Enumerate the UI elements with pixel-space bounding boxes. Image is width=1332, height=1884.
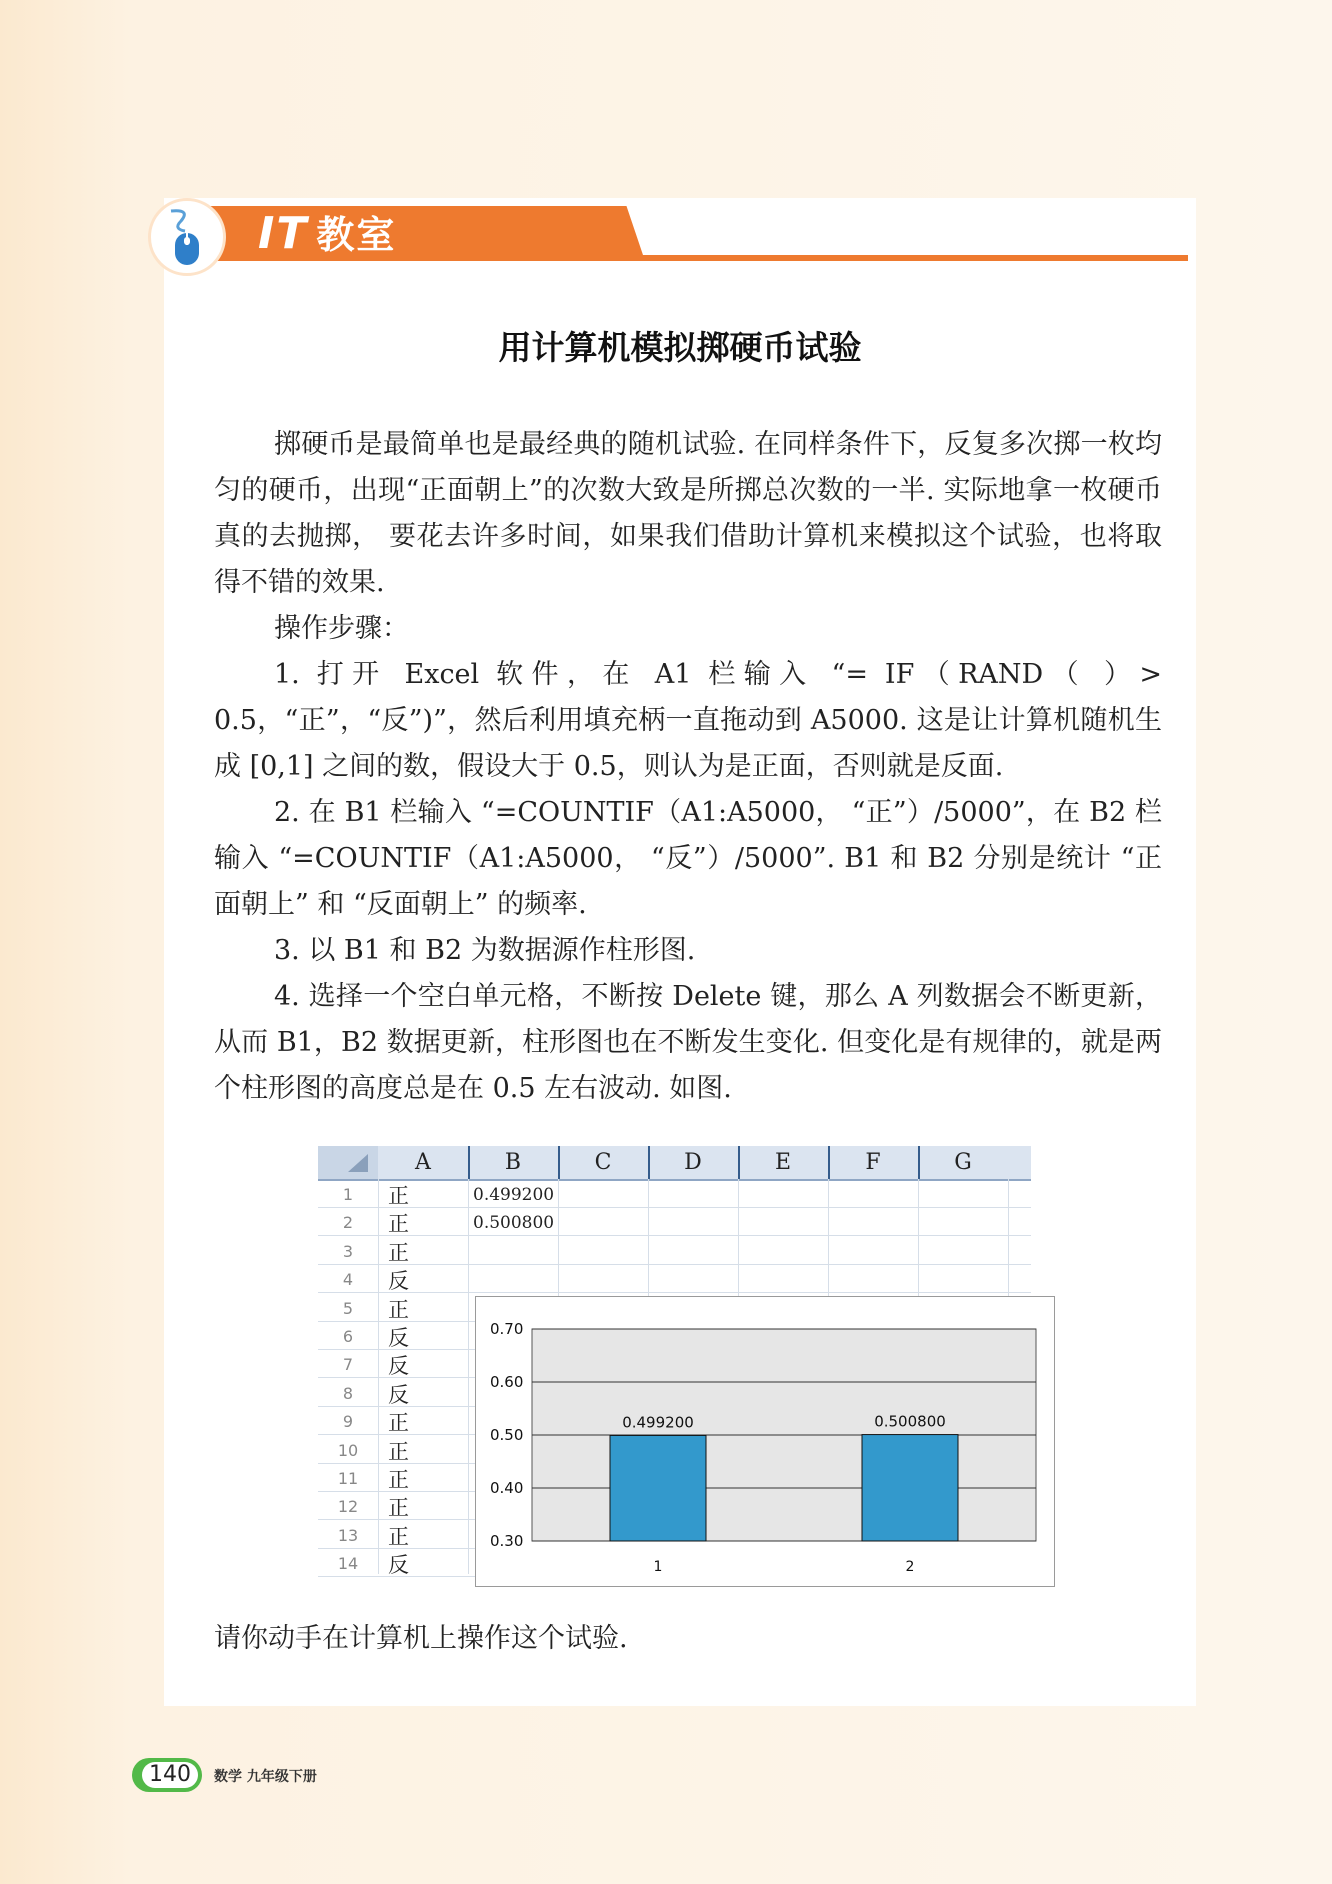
y-tick-label: 0.60 [490,1373,524,1391]
bar-chart [475,1296,1055,1587]
cell-a: 正 [388,1240,409,1265]
book-title: 数学 九年级下册 [214,1769,317,1785]
paragraph: 掷硬币是最简单也是最经典的随机试验. 在同样条件下，反复多次掷一枚均匀的硬币，出现“正面朝上”的次数大致是所掷总次数的一半. 实际地拿一枚硬币真的去抛掷， 要花去许多时间，如果我们借助计算机来模拟这个试验，也将取得不错的效果. [214,429,1162,598]
row-number: 5 [342,1298,354,1318]
y-tick-label: 0.70 [490,1320,524,1338]
x-tick-label: 1 [653,1559,663,1575]
cell-b: 0.500800 [473,1213,555,1234]
chart-svg [476,1297,1054,1586]
row-number: 6 [342,1327,354,1346]
column-separator [918,1146,920,1179]
column-separator [468,1146,470,1179]
cell-b: 0.499200 [473,1185,555,1205]
data-label: 0.499200 [622,1413,694,1432]
row-number: 1 [342,1185,354,1204]
table-row [318,1179,1031,1208]
table-row [318,1264,1031,1293]
cell-a: 反 [388,1354,409,1379]
row-number: 14 [337,1554,359,1574]
mouse-icon [148,198,226,276]
column-header-g: G [954,1150,972,1175]
x-tick-label: 2 [905,1559,915,1575]
cell-a: 反 [388,1553,409,1578]
row-number: 10 [337,1440,359,1460]
row-number: 12 [337,1497,359,1517]
row-number: 3 [342,1241,354,1261]
paragraph: 2. 在 B1 栏输入 “=COUNTIF（A1:A5000， “正”）/5000”，在 B2 栏输入 “=COUNTIF（A1:A5000， “反”）/5000”. B1 和 B2 分别是统计 “正面朝上” 和 “反面朝上” 的频率. [214,797,1162,920]
article-title: 用计算机模拟掷硬币试验 [498,328,862,367]
column-header-bar [318,1146,1031,1181]
table-row [318,1236,1031,1265]
row-number: 4 [342,1270,354,1290]
row-number: 13 [337,1525,359,1545]
paragraph: 4. 选择一个空白单元格，不断按 Delete 键，那么 A 列数据会不断更新，从而 B1，B2 数据更新，柱形图也在不断发生变化. 但变化是有规律的，就是两个柱形图的高度总是在 0.5 左右波动. 如图. [214,981,1162,1104]
column-header-d: D [684,1150,702,1175]
row-number: 11 [337,1469,359,1488]
row-number: 7 [342,1355,354,1375]
column-separator [648,1146,650,1179]
row-number: 8 [342,1383,354,1403]
column-header-f: F [865,1150,881,1175]
row-number: 2 [342,1213,354,1233]
cell-a: 正 [388,1411,409,1436]
article-body [214,422,1162,1112]
bar [862,1435,958,1541]
data-label: 0.500800 [874,1412,946,1431]
cell-a: 正 [388,1212,409,1237]
select-all-corner [318,1146,378,1179]
closing-text: 请你动手在计算机上操作这个试验. [214,1623,628,1654]
column-separator [738,1146,740,1179]
row-number: 9 [342,1412,354,1432]
column-header-c: C [594,1150,612,1175]
y-tick-label: 0.30 [490,1532,524,1550]
bar [610,1435,706,1541]
cell-a: 正 [388,1439,409,1464]
cell-a: 反 [388,1326,409,1350]
paragraph: 3. 以 B1 和 B2 为数据源作柱形图. [274,935,696,966]
column-header-a: A [415,1150,431,1175]
paragraph: 1. 打开 Excel 软件，在 A1 栏输入 “= IF（RAND（ ）> 0.5，“正”，“反”)”，然后利用填充柄一直拖动到 A5000. 这是让计算机随机生成 [0,1] 之间的数，假设大于 0.5，则认为是正面，否则就是反面. [214,659,1162,782]
table-row [318,1207,1031,1236]
cell-a: 正 [388,1468,409,1492]
cell-a: 正 [388,1184,409,1208]
section-title: IT 教室 [258,208,397,259]
cell-a: 正 [388,1297,409,1322]
paragraph: 操作步骤： [274,613,409,644]
column-separator [558,1146,560,1179]
cell-a: 正 [388,1496,409,1521]
page-number: 140 [142,1762,198,1788]
y-tick-label: 0.50 [490,1426,524,1444]
cell-a: 反 [388,1269,409,1294]
section-header [148,198,1188,268]
column-separator [828,1146,830,1179]
column-header-e: E [774,1150,792,1175]
cell-a: 反 [388,1382,409,1407]
cell-a: 正 [388,1524,409,1549]
column-header-b: B [504,1150,522,1175]
y-tick-label: 0.40 [490,1479,524,1497]
